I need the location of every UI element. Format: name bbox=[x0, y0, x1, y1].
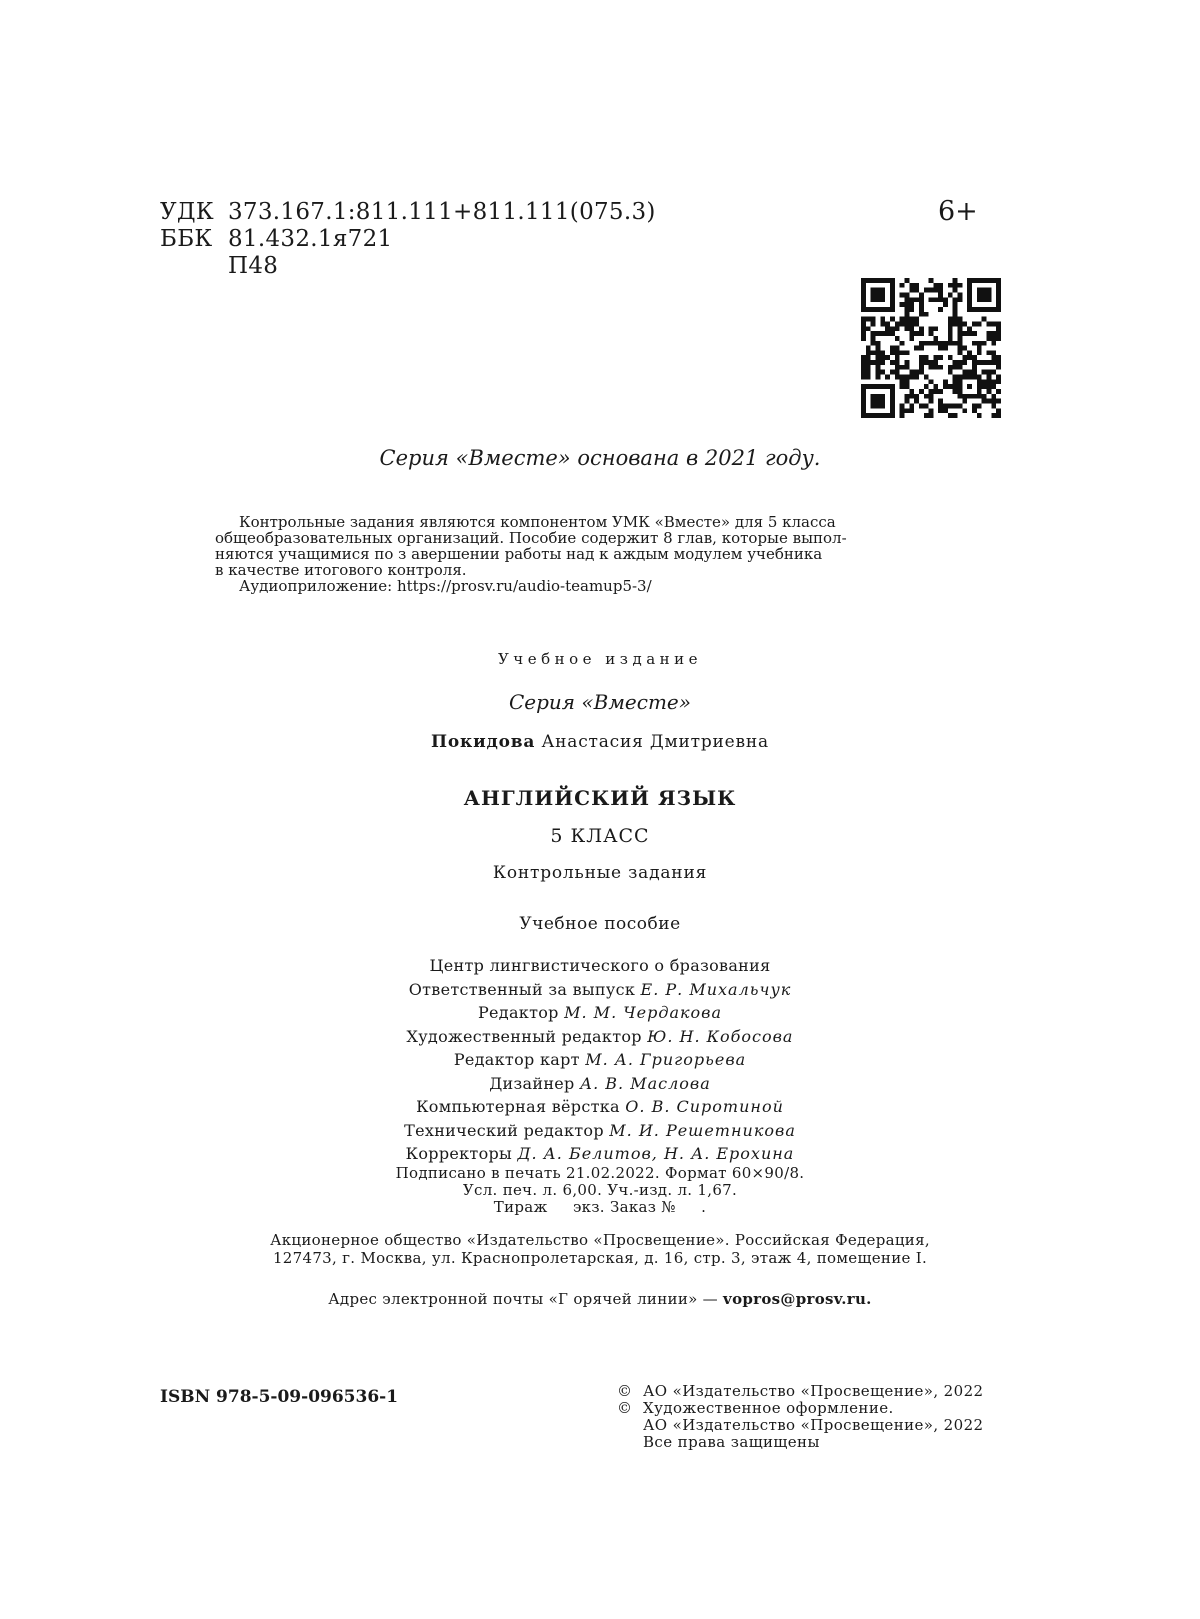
print-line: Усл. печ. л. 6,00. Уч.-изд. л. 1,67. bbox=[462, 1181, 738, 1199]
udk-value: 373.167.1:811.111+811.111(075.3) bbox=[228, 199, 656, 225]
credit-art-editor: Художественный редактор Ю. Н. Кобосова bbox=[406, 1026, 794, 1046]
credit-designer: Дизайнер А. В. Маслова bbox=[489, 1073, 711, 1093]
isbn: ISBN 978-5-09-096536-1 bbox=[160, 1387, 399, 1407]
credit-tech-editor: Технический редактор М. И. Решетникова bbox=[404, 1120, 796, 1140]
copyright-line: АО «Издательство «Просвещение», 2022 bbox=[643, 1416, 984, 1434]
hotline-email bbox=[0, 1290, 1200, 1308]
publisher-line: 127473, г. Москва, ул. Краснопролетарская, д. 16, стр. 3, этаж 4, помещение I. bbox=[272, 1249, 928, 1267]
credit-layout: Компьютерная вёрстка О. В. Сиротиной bbox=[416, 1097, 784, 1116]
series-name: Серия «Вместе» bbox=[508, 690, 691, 714]
copyright-line: Художественное оформление. bbox=[643, 1399, 894, 1417]
copyright-line: Все права защищены bbox=[643, 1433, 820, 1451]
author-code-row bbox=[160, 253, 656, 280]
copyright-block bbox=[617, 1383, 983, 1451]
copyright-line: АО «Издательство «Просвещение», 2022 bbox=[643, 1382, 984, 1400]
grade: 5 КЛАСС bbox=[550, 825, 650, 847]
annotation-line: няются учащимися по з авершении работы над к аждым модулем учебника bbox=[215, 545, 823, 563]
udk-label: УДК bbox=[160, 199, 215, 225]
book-title: АНГЛИЙСКИЙ ЯЗЫК bbox=[463, 786, 737, 810]
author-given-name: Анастасия Дмитриевна bbox=[541, 732, 769, 752]
annotation bbox=[215, 514, 875, 594]
annotation-line: в качестве итогового контроля. bbox=[215, 561, 467, 579]
author-surname: Покидова bbox=[431, 732, 536, 752]
credit-proofreaders: Корректоры Д. А. Белитов, Н. А. Ерохина bbox=[405, 1144, 795, 1163]
credit-center: Центр лингвистического о бразования bbox=[429, 956, 771, 975]
age-rating: 6+ bbox=[938, 196, 978, 227]
author-name bbox=[0, 732, 1200, 752]
credits bbox=[0, 954, 1200, 1166]
copyright-icon: © bbox=[617, 1382, 633, 1400]
bbk-value: 81.432.1я721 bbox=[228, 226, 393, 252]
audio-link[interactable]: Аудиоприложение: https://prosv.ru/audio-teamup5-3/ bbox=[239, 577, 652, 595]
manual-type: Учебное пособие bbox=[519, 914, 681, 934]
qr-code-icon bbox=[861, 278, 1001, 418]
print-line: Тираж экз. Заказ № . bbox=[493, 1198, 707, 1216]
annotation-line: Контрольные задания являются компонентом УМК «Вместе» для 5 класса bbox=[239, 513, 836, 531]
email-label: Адрес электронной почты «Г орячей линии» — bbox=[328, 1290, 718, 1308]
edition-type: Учебное издание bbox=[497, 650, 703, 668]
bbk-label: ББК bbox=[160, 226, 213, 252]
credit-editor: Редактор М. М. Чердакова bbox=[477, 1003, 723, 1022]
subtitle: Контрольные задания bbox=[492, 863, 708, 883]
print-info bbox=[0, 1165, 1200, 1216]
udk-row bbox=[160, 199, 656, 226]
classification-block bbox=[160, 199, 656, 280]
credit-responsible: Ответственный за выпуск Е. Р. Михальчук bbox=[408, 979, 792, 999]
publisher-line: Акционерное общество «Издательство «Просвещение». Российская Федерация, bbox=[270, 1231, 930, 1249]
email-address[interactable]: vopros@prosv.ru. bbox=[723, 1290, 872, 1308]
copyright-icon: © bbox=[617, 1399, 633, 1417]
credit-map-editor: Редактор карт М. А. Григорьева bbox=[453, 1050, 747, 1069]
author-code: П48 bbox=[228, 253, 279, 279]
print-line: Подписано в печать 21.02.2022. Формат 60×90/8. bbox=[395, 1164, 805, 1182]
series-founded-note: Серия «Вместе» основана в 2021 году. bbox=[379, 446, 821, 470]
annotation-line: общеобразовательных организаций. Пособие содержит 8 глав, которые выпол- bbox=[215, 529, 847, 547]
publisher-address bbox=[0, 1231, 1200, 1267]
bbk-row bbox=[160, 226, 656, 253]
